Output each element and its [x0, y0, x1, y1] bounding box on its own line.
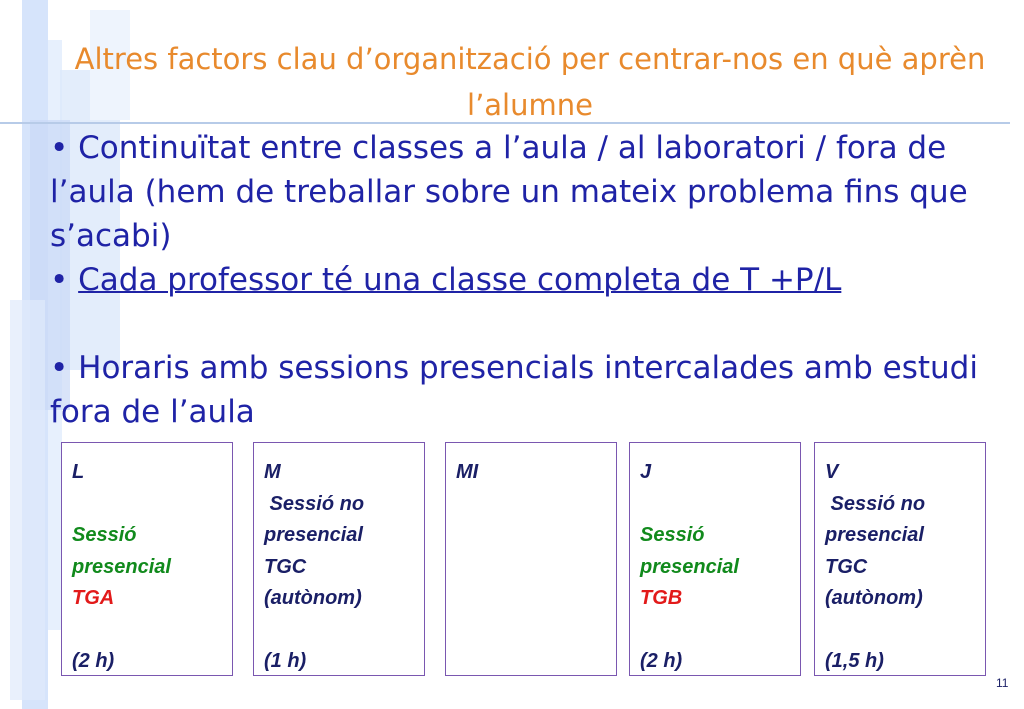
day-label: MI: [456, 461, 479, 483]
bullet-continuity: • Continuïtat entre classes a l’aula / al laboratori / fora de l’aula (hem de treballar sobre un mateix problema fins que s’acabi): [50, 130, 968, 254]
session-type: Sessió no: [825, 492, 926, 515]
schedule-monday: [61, 442, 233, 676]
schedule-wednesday: [445, 442, 617, 676]
slide-title: Altres factors clau d’organització per centrar-nos en què aprèn l’alumne: [74, 42, 986, 122]
day-label: L: [72, 461, 85, 483]
page-number: 11: [996, 676, 1009, 690]
day-label: M: [264, 461, 281, 483]
group-label: TGA: [72, 587, 115, 609]
group-label: TGC: [264, 555, 307, 578]
hours-label: (1 h): [264, 650, 307, 672]
session-type: presencial: [640, 555, 739, 578]
schedule-friday: [814, 442, 986, 676]
bullet-list: [50, 126, 1010, 434]
group-label: TGB: [640, 587, 683, 609]
session-type: Sessió: [72, 524, 137, 546]
bullet-schedule: • Horaris amb sessions presencials intercalades amb estudi fora de l’aula: [50, 350, 978, 430]
day-label: J: [640, 461, 652, 483]
day-label: V: [825, 461, 839, 483]
session-type: Sessió no: [264, 492, 365, 515]
session-type: presencial: [264, 524, 363, 546]
session-type: Sessió: [640, 524, 705, 546]
session-type: presencial: [72, 555, 171, 578]
group-label: TGC: [825, 555, 868, 578]
session-type: presencial: [825, 524, 924, 546]
mode-label: (autònom): [825, 587, 923, 609]
bullet-teacher: [50, 258, 1010, 302]
background-decoration: [10, 300, 45, 700]
bullet-teacher-text: Cada professor té una classe completa de T +P/L: [78, 262, 842, 298]
hours-label: (2 h): [640, 650, 683, 672]
hours-label: (1,5 h): [825, 650, 884, 672]
mode-label: (autònom): [264, 587, 362, 609]
hours-label: (2 h): [72, 650, 115, 672]
schedule-tuesday: [253, 442, 425, 676]
bullet-spacer: [50, 302, 1010, 346]
schedule-thursday: [629, 442, 801, 676]
bullet-marker: •: [50, 262, 79, 298]
